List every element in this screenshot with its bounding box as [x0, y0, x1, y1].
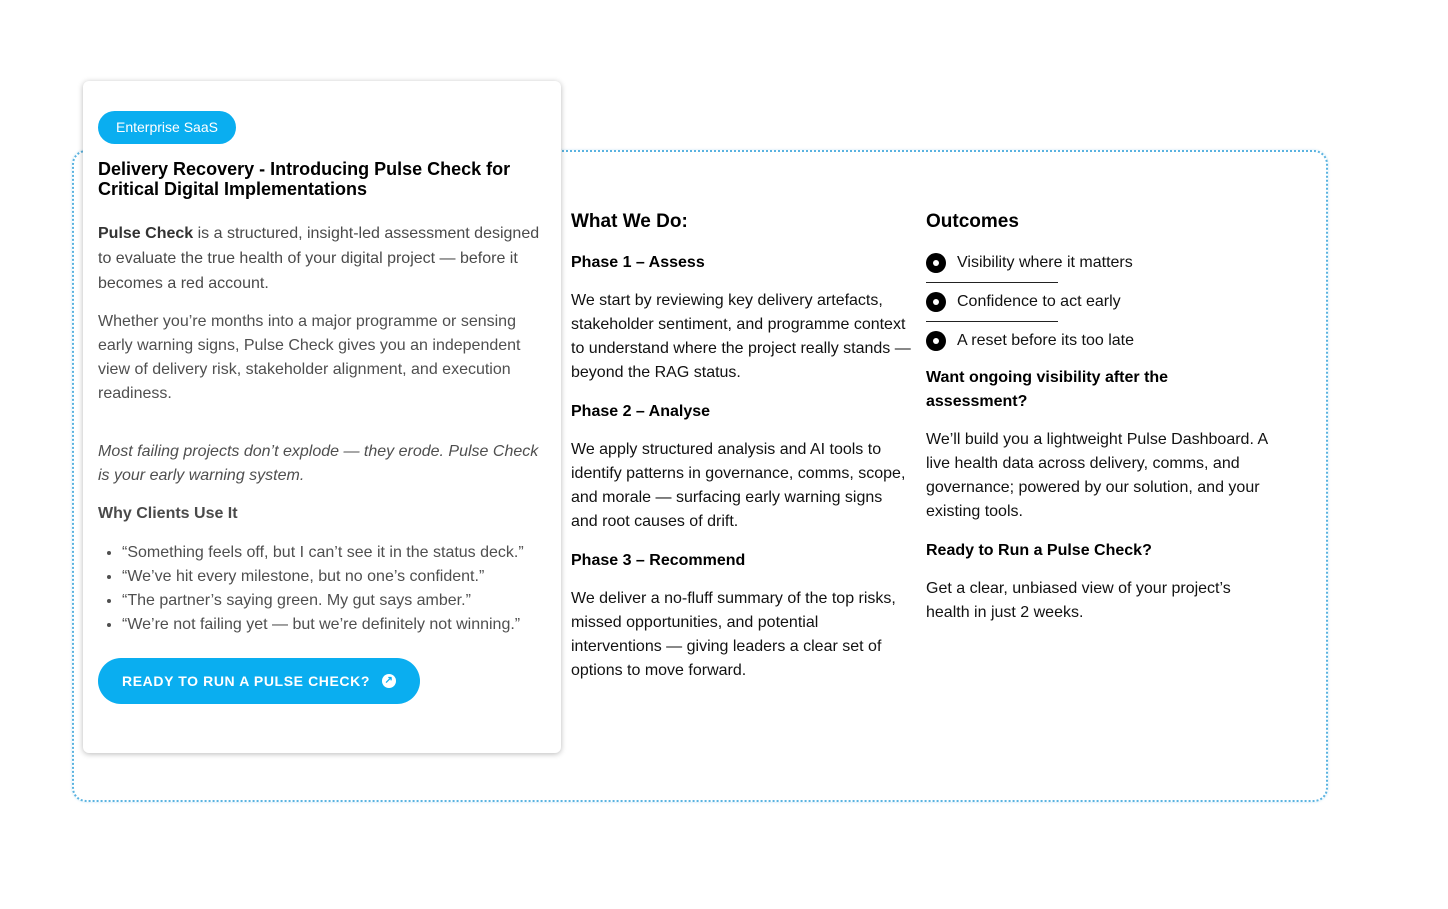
- why-clients-heading: Why Clients Use It: [98, 505, 238, 522]
- intro-text: is a structured, insight-led assessment designed to evaluate the true health of your digital project — before it becomes a red account.: [98, 225, 540, 292]
- what-we-do-heading: What We Do:: [571, 211, 688, 232]
- ready-body: Get a clear, unbiased view of your project’s health in just 2 weeks.: [926, 580, 1231, 621]
- phase-2-body: We apply structured analysis and AI tools to identify patterns in governance, comms, scope, and morale — surfacing early warning signs and root causes of drift.: [571, 441, 906, 530]
- service-card: [83, 81, 561, 753]
- outcome-item: [926, 251, 1271, 275]
- outcome-item: [926, 329, 1271, 353]
- why-clients-list: [98, 541, 546, 637]
- category-tag[interactable]: Enterprise SaaS: [98, 111, 236, 144]
- list-item: • “We’ve hit every milestone, but no one’s confident.”: [122, 565, 546, 589]
- radio-bullet-icon: [926, 253, 946, 273]
- phase-2-title: Phase 2 – Analyse: [571, 403, 711, 420]
- outcomes-list: [926, 251, 1271, 353]
- phase-3-title: Phase 3 – Recommend: [571, 552, 746, 569]
- outcome-divider: [926, 282, 1058, 283]
- tagline-quote: Most failing projects don’t explode — they erode. Pulse Check is your early warning system.: [98, 443, 539, 484]
- card-title: Delivery Recovery - Introducing Pulse Check for Critical Digital Implementations: [98, 159, 511, 199]
- radio-bullet-icon: [926, 331, 946, 351]
- what-we-do-column: [571, 208, 911, 683]
- ongoing-visibility-body: We’ll build you a lightweight Pulse Dashboard. A live health data across delivery, comms, and governance; powered by our solution, and your existing tools.: [926, 431, 1268, 520]
- list-item: • “The partner’s saying green. My gut says amber.”: [122, 589, 546, 613]
- list-item: • “Something feels off, but I can’t see it in the status deck.”: [122, 541, 546, 565]
- phase-3-body: We deliver a no-fluff summary of the top risks, missed opportunities, and potential interventions — giving leaders a clear set of options to move forward.: [571, 590, 896, 679]
- outcome-item: [926, 290, 1271, 314]
- ongoing-visibility-heading: Want ongoing visibility after the assessment?: [926, 369, 1169, 410]
- ready-heading: Ready to Run a Pulse Check?: [926, 542, 1152, 559]
- radio-bullet-icon: [926, 292, 946, 312]
- list-item: • “We’re not failing yet — but we’re definitely not winning.”: [122, 613, 546, 637]
- outcome-label: A reset before its too late: [957, 332, 1134, 349]
- intro-paragraph: [98, 221, 546, 296]
- cta-label: READY TO RUN A PULSE CHECK?: [122, 673, 370, 689]
- arrow-up-right-icon: ↗: [382, 674, 396, 688]
- outcomes-column: [926, 208, 1271, 625]
- phase-1-title: Phase 1 – Assess: [571, 254, 705, 271]
- run-pulse-check-button[interactable]: [98, 658, 420, 704]
- outcome-label: Visibility where it matters: [957, 254, 1133, 271]
- outcome-divider: [926, 321, 1058, 322]
- outcomes-heading: Outcomes: [926, 211, 1019, 232]
- outcome-label: Confidence to act early: [957, 293, 1121, 310]
- context-paragraph: Whether you’re months into a major programme or sensing early warning signs, Pulse Check gives you an independent view of delivery risk, stakeholder alignment, and execution readiness.: [98, 313, 521, 402]
- intro-product-name: Pulse Check: [98, 225, 194, 242]
- phase-1-body: We start by reviewing key delivery artefacts, stakeholder sentiment, and programme context to understand where the project really stands — beyond the RAG status.: [571, 292, 911, 381]
